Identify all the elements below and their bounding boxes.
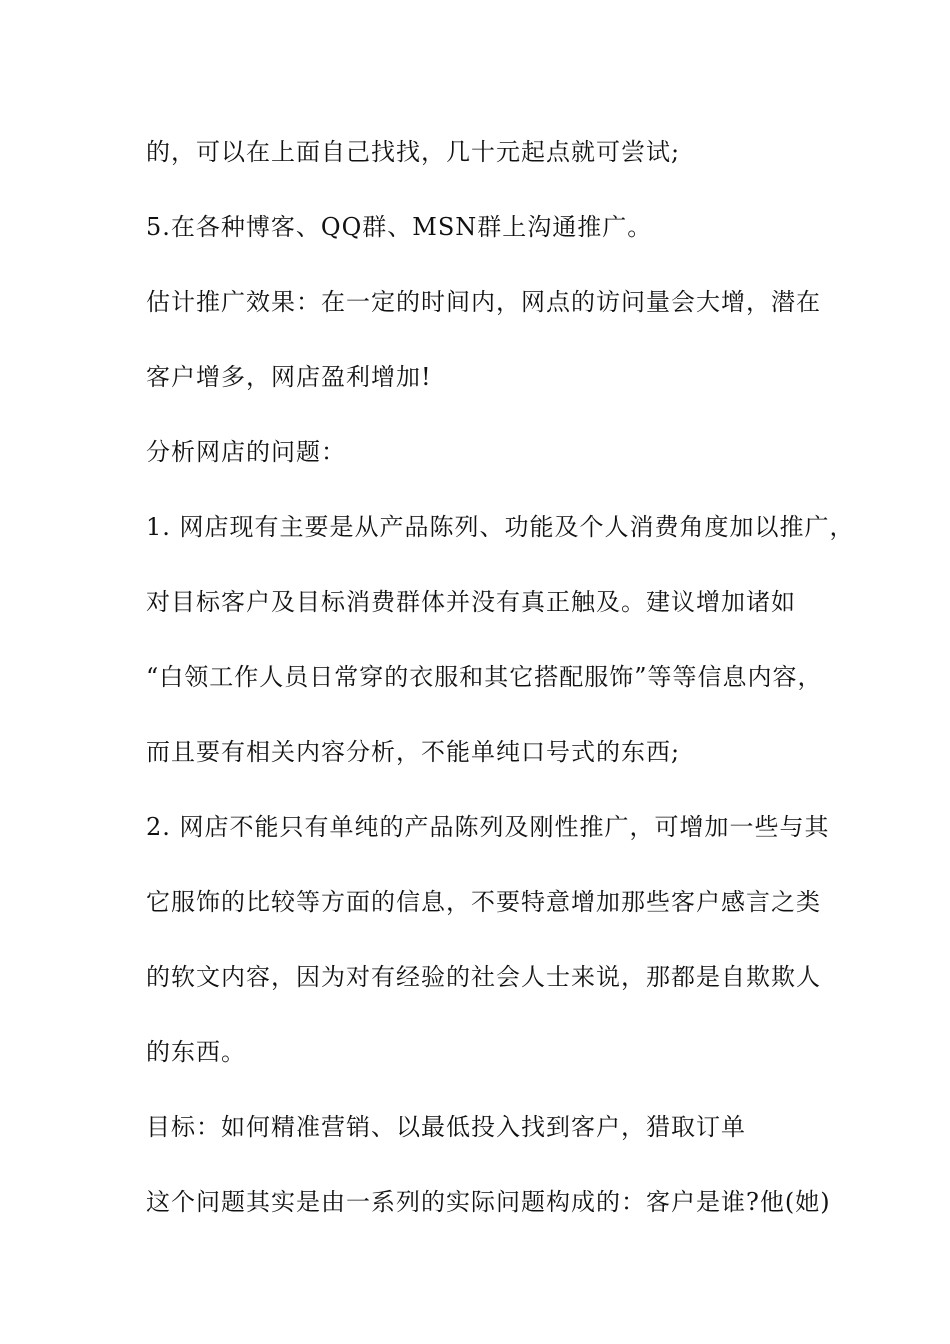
text-line: 目标：如何精准营销、以最低投入找到客户，猎取订单 bbox=[146, 1113, 746, 1141]
text-line: 对目标客户及目标消费群体并没有真正触及。建议增加诸如 bbox=[146, 588, 796, 616]
text-line: 它服饰的比较等方面的信息，不要特意增加那些客户感言之类 bbox=[146, 888, 821, 916]
text-line: 5.在各种博客、QQ群、MSN群上沟通推广。 bbox=[146, 213, 653, 241]
text-line: 这个问题其实是由一系列的实际问题构成的：客户是谁?他(她) bbox=[146, 1188, 831, 1216]
text-line: 客户增多，网店盈利增加! bbox=[146, 363, 432, 391]
text-line: 的东西。 bbox=[146, 1038, 246, 1066]
text-line: 的，可以在上面自己找找，几十元起点就可尝试; bbox=[146, 138, 681, 166]
text-line: 1. 网店现有主要是从产品陈列、功能及个人消费角度加以推广， bbox=[146, 513, 855, 541]
text-line: 分析网店的问题： bbox=[146, 438, 346, 466]
text-line: 而且要有相关内容分析，不能单纯口号式的东西; bbox=[146, 738, 681, 766]
text-line: 的软文内容，因为对有经验的社会人士来说，那都是自欺欺人 bbox=[146, 963, 821, 991]
text-line: “白领工作人员日常穿的衣服和其它搭配服饰”等等信息内容， bbox=[146, 663, 823, 691]
text-line: 估计推广效果：在一定的时间内，网点的访问量会大增，潜在 bbox=[146, 288, 821, 316]
text-line: 2. 网店不能只有单纯的产品陈列及刚性推广，可增加一些与其 bbox=[146, 813, 830, 841]
